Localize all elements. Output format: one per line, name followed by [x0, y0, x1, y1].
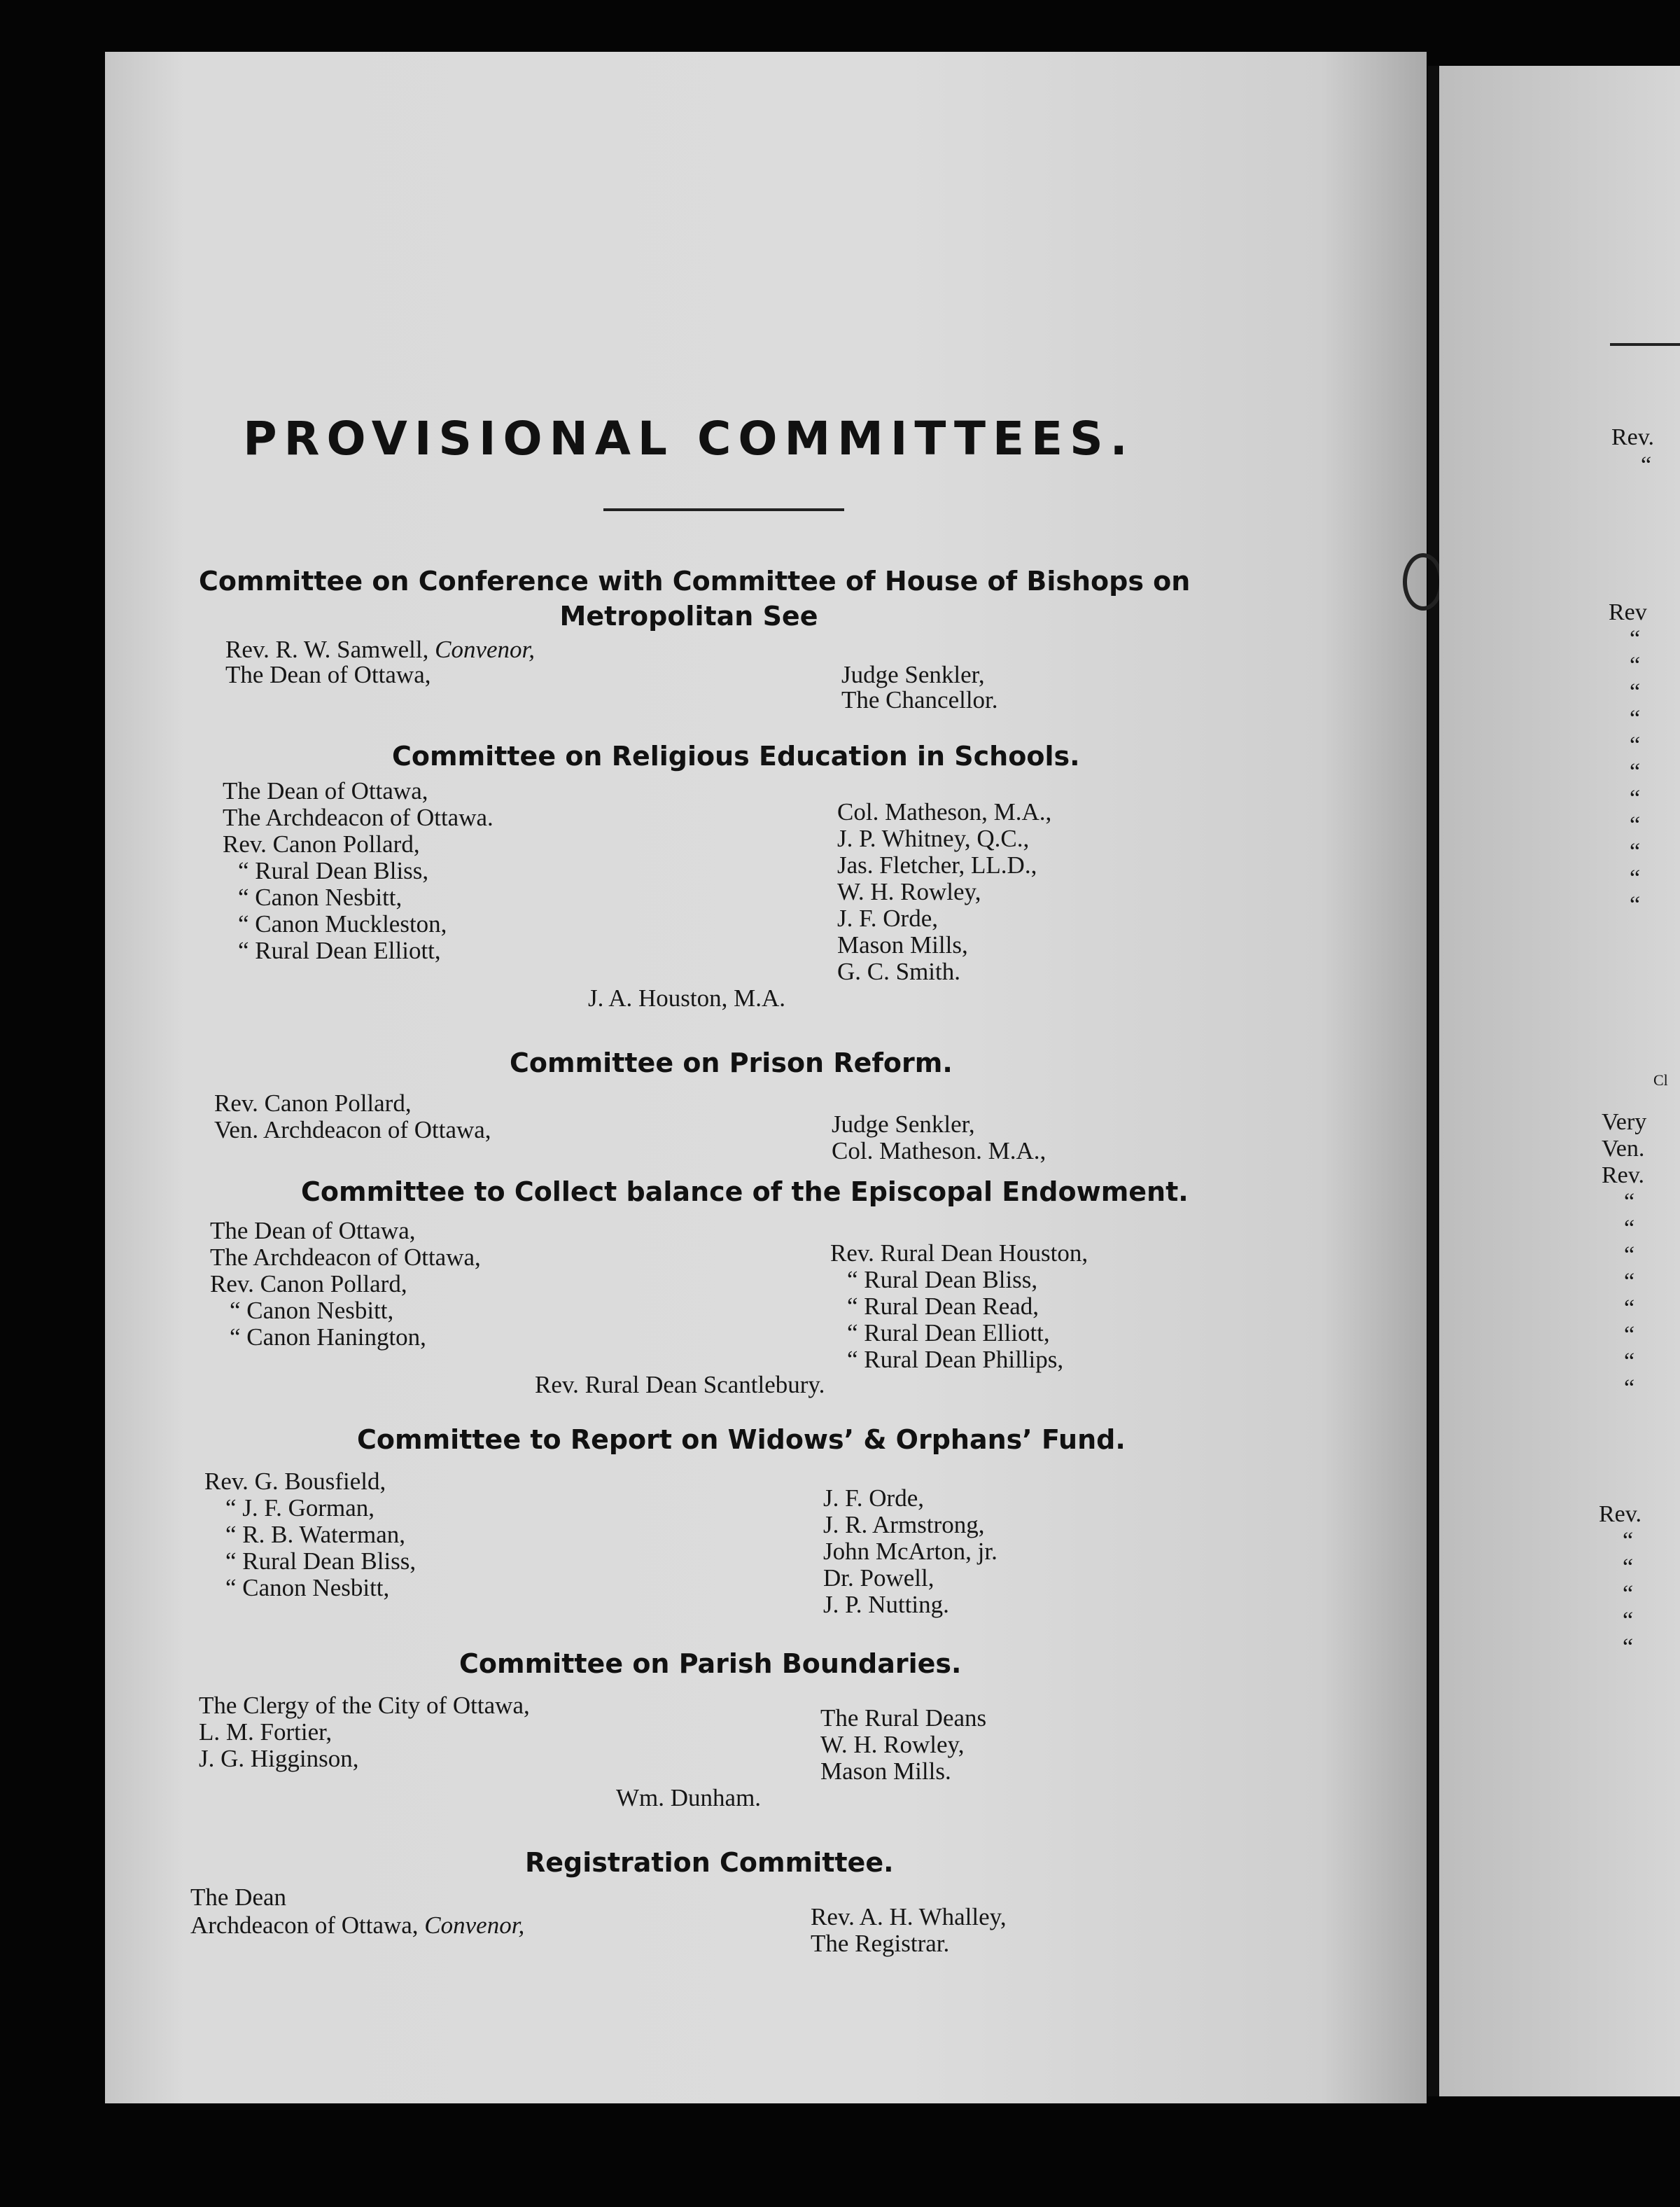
- committee-title: Registration Committee.: [525, 1847, 894, 1878]
- member-right: Col. Matheson, M.A.,: [837, 798, 1052, 826]
- member-center: Rev. Rural Dean Scantlebury.: [535, 1371, 825, 1398]
- member-right: Mason Mills,: [837, 931, 968, 959]
- fragment: Ven.: [1602, 1136, 1645, 1162]
- member-right: “ Rural Dean Phillips,: [847, 1346, 1064, 1373]
- member-right: J. F. Orde,: [837, 905, 938, 932]
- member-left: “ Canon Hanington,: [230, 1323, 426, 1351]
- member-left: “ Canon Nesbitt,: [238, 884, 402, 911]
- fragment: Cl: [1653, 1071, 1668, 1089]
- member-left: Rev. Canon Pollard,: [210, 1270, 407, 1297]
- member-left: Rev. Canon Pollard,: [214, 1089, 412, 1117]
- fragment: “: [1624, 1242, 1635, 1268]
- member-left: Rev. G. Bousfield,: [204, 1468, 386, 1495]
- member-left: Rev. Canon Pollard,: [223, 830, 420, 858]
- member-right: J. P. Whitney, Q.C.,: [837, 825, 1030, 852]
- fragment: “: [1624, 1375, 1635, 1401]
- member-right: Mason Mills.: [820, 1757, 951, 1785]
- member-right: J. P. Nutting.: [823, 1591, 949, 1618]
- member-left: “ Canon Nesbitt,: [225, 1574, 390, 1601]
- member-right: The Rural Deans: [820, 1704, 987, 1732]
- committee-title: Committee on Religious Education in Schools.: [392, 741, 1080, 772]
- member-right: Judge Senkler,: [841, 661, 985, 688]
- right-page: [1439, 66, 1680, 2096]
- fragment: Rev.: [1602, 1162, 1645, 1188]
- committee-title: Committee on Conference with Committee of House of Bishops on: [199, 566, 1191, 597]
- fragment: Very: [1602, 1109, 1647, 1135]
- member-right: “ Rural Dean Read,: [847, 1293, 1040, 1320]
- member-left: Archdeacon of Ottawa, Convenor,: [190, 1912, 525, 1939]
- fragment: “: [1630, 812, 1641, 838]
- fragment: “: [1630, 732, 1641, 758]
- member-left: The Archdeacon of Ottawa,: [210, 1244, 481, 1271]
- fragment: “: [1630, 653, 1641, 678]
- fragment: Rev.: [1599, 1501, 1642, 1527]
- member-right: W. H. Rowley,: [820, 1731, 965, 1758]
- member-right: “ Rural Dean Bliss,: [847, 1266, 1038, 1293]
- member-right: G. C. Smith.: [837, 958, 961, 985]
- member-right: W. H. Rowley,: [837, 878, 981, 905]
- member-left: The Archdeacon of Ottawa.: [223, 804, 493, 831]
- title-rule: [603, 508, 844, 511]
- member-left: The Dean of Ottawa,: [210, 1217, 416, 1244]
- committee-title: Committee to Report on Widows’ & Orphans’ Fund.: [357, 1424, 1126, 1455]
- member-right: The Chancellor.: [841, 686, 998, 713]
- member-left: J. G. Higginson,: [199, 1745, 359, 1772]
- member-right: Dr. Powell,: [823, 1564, 934, 1592]
- committee-title-cont: Metropolitan See: [559, 601, 818, 632]
- fragment: “: [1623, 1528, 1634, 1554]
- fragment: “: [1630, 865, 1641, 891]
- fragment: “: [1630, 786, 1641, 812]
- member-right: “ Rural Dean Elliott,: [847, 1319, 1050, 1346]
- binding-ring: [1403, 553, 1443, 611]
- fragment: “: [1624, 1295, 1635, 1321]
- member-left: Rev. R. W. Samwell, Convenor,: [225, 636, 536, 663]
- member-left: The Dean: [190, 1884, 287, 1911]
- member-left: “ J. F. Gorman,: [225, 1494, 375, 1522]
- member-left: L. M. Fortier,: [199, 1718, 332, 1746]
- member-right: Rev. Rural Dean Houston,: [830, 1239, 1088, 1267]
- fragment: “: [1624, 1322, 1635, 1348]
- member-right: Jas. Fletcher, LL.D.,: [837, 851, 1037, 879]
- fragment: “: [1630, 839, 1641, 865]
- fragment: “: [1630, 892, 1641, 918]
- fragment: “: [1624, 1269, 1635, 1295]
- member-left: “ R. B. Waterman,: [225, 1521, 406, 1548]
- fragment: “: [1623, 1554, 1634, 1580]
- right-page-rule: [1610, 343, 1680, 346]
- fragment: “: [1624, 1349, 1635, 1374]
- fragment: “: [1630, 626, 1641, 652]
- member-right: J. R. Armstrong,: [823, 1511, 985, 1538]
- member-left: “ Canon Nesbitt,: [230, 1297, 394, 1324]
- fragment: “: [1624, 1189, 1635, 1215]
- committee-title: Committee on Parish Boundaries.: [459, 1648, 962, 1679]
- fragment: “: [1641, 452, 1652, 478]
- member-left: “ Rural Dean Elliott,: [238, 937, 441, 964]
- fragment: Rev: [1609, 599, 1647, 625]
- member-left: “ Rural Dean Bliss,: [238, 857, 429, 884]
- member-left: The Clergy of the City of Ottawa,: [199, 1692, 530, 1719]
- fragment: “: [1630, 679, 1641, 705]
- fragment: “: [1623, 1581, 1634, 1607]
- member-left: “ Rural Dean Bliss,: [225, 1547, 416, 1575]
- fragment: “: [1623, 1634, 1634, 1660]
- fragment: “: [1630, 706, 1641, 732]
- member-right: The Registrar.: [811, 1930, 950, 1957]
- member-left: The Dean of Ottawa,: [225, 661, 431, 688]
- member-left: The Dean of Ottawa,: [223, 777, 428, 805]
- fragment: “: [1624, 1216, 1635, 1241]
- member-right: John McArton, jr.: [823, 1538, 997, 1565]
- fragment: Rev.: [1611, 424, 1655, 450]
- fragment: “: [1630, 759, 1641, 785]
- member-right: J. F. Orde,: [823, 1484, 924, 1512]
- committee-title: Committee to Collect balance of the Episcopal Endowment.: [301, 1176, 1189, 1207]
- member-right: Rev. A. H. Whalley,: [811, 1903, 1007, 1930]
- member-left: “ Canon Muckleston,: [238, 910, 447, 938]
- fragment: “: [1623, 1608, 1634, 1634]
- member-center: Wm. Dunham.: [616, 1784, 762, 1811]
- member-right: Judge Senkler,: [832, 1111, 975, 1138]
- book-spine: [1428, 66, 1439, 2096]
- member-left: Ven. Archdeacon of Ottawa,: [214, 1116, 491, 1143]
- member-center: J. A. Houston, M.A.: [588, 984, 785, 1012]
- committee-title: Committee on Prison Reform.: [510, 1047, 953, 1078]
- page-title: PROVISIONAL COMMITTEES.: [243, 412, 1135, 466]
- member-right: Col. Matheson. M.A.,: [832, 1137, 1046, 1164]
